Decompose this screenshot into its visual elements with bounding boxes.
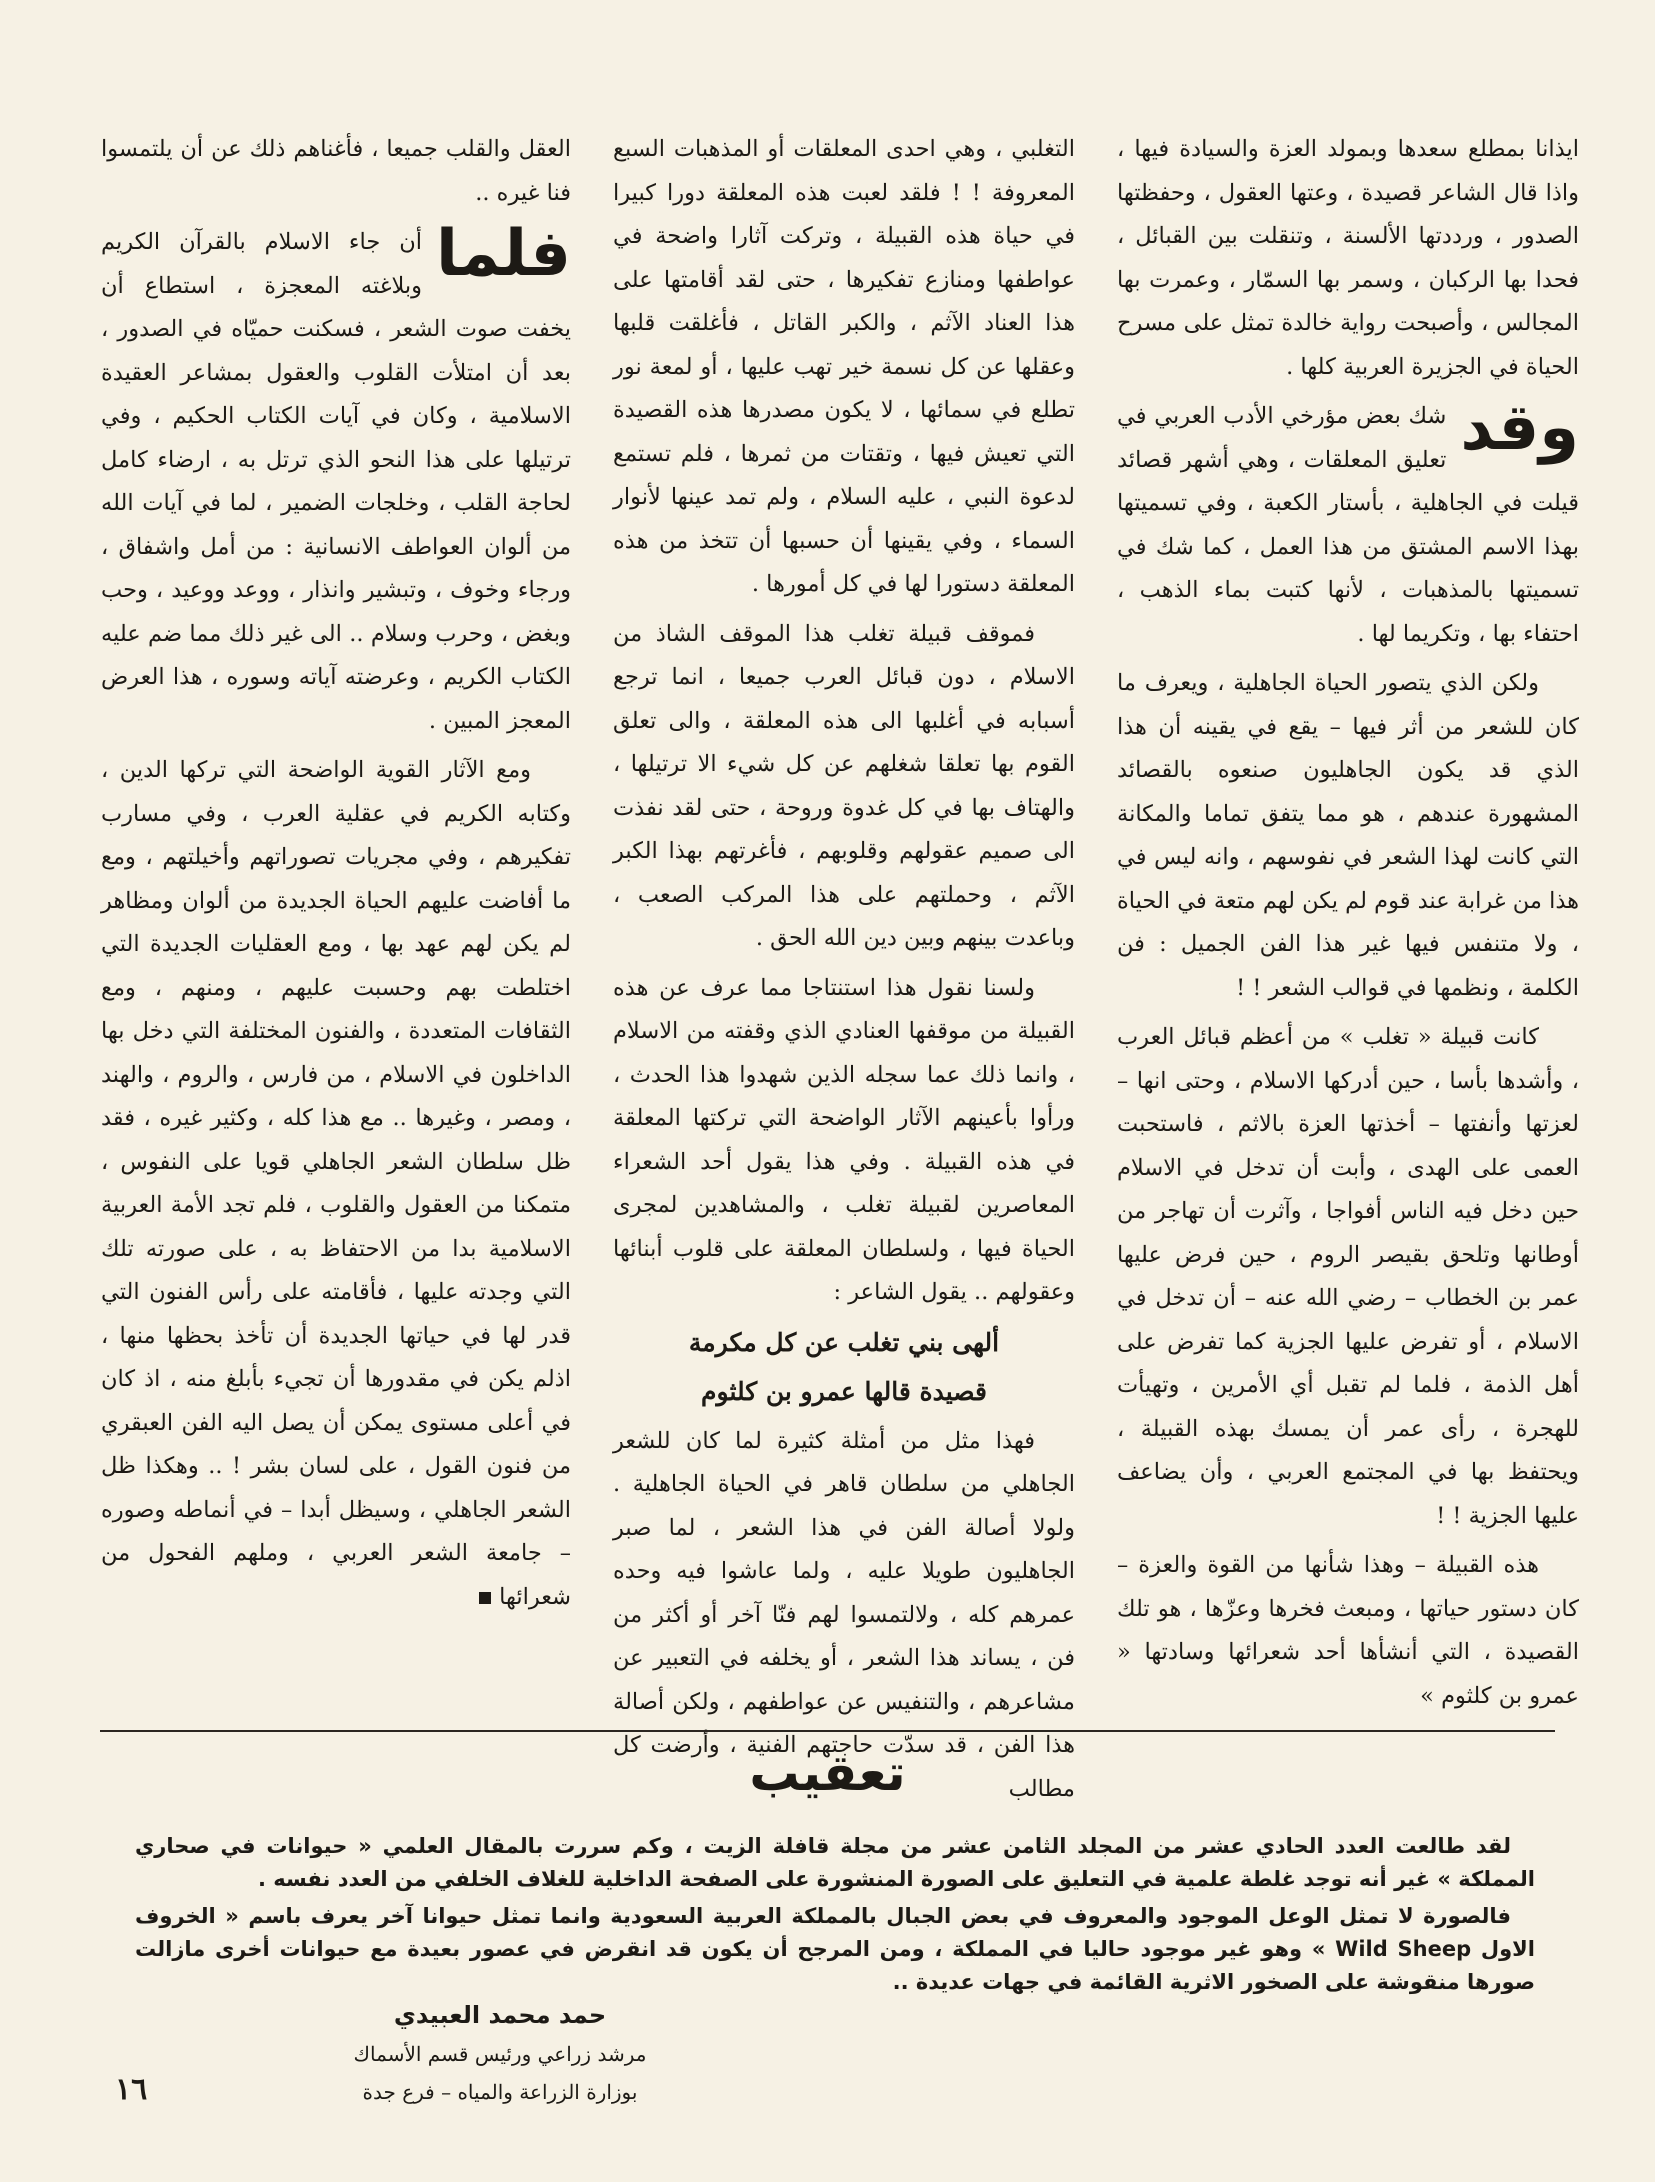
paragraph: ايذانا بمطلع سعدها وبمولد العزة والسيادة فيها ، واذا قال الشاعر قصيدة ، وعتها العقول ، وحفظتها الصدور ، ورددتها الألسنة ، وتنقلت بين القبائل ، فحدا بها الركبان ، وسمر بها السمّار ، وعمرت بها المجالس ، وأصبحت رواية خالدة تمثل على مسرح الحياة في الجزيرة العربية كلها . [1117,136,1579,380]
end-of-article-icon [479,1592,491,1604]
section-divider [100,1730,1555,1732]
paragraph: فالصورة لا تمثل الوعل الموجود والمعروف في بعض الجبال بالمملكة العربية السعودية وانما تمثل حيوانا آخر يعرف باسم « الخروف الاول Wild Sheep » وهو غير موجود حاليا في المملكة ، ومن المرجح أن يكون قد انقرض في عصور بعيدة مع حيوانات أخرى مازالت صورها منقوشة على الصخور الاثرية القائمة في جهات عديدة .. [135,1904,1535,1994]
paragraph: هذه القبيلة – وهذا شأنها من القوة والعزة – كان دستور حياتها ، ومبعث فخرها وعزّها ، هو تلك القصيدة ، التي أنشأها أحد شعرائها وسادتها « عمرو بن كلثوم » [1117,1552,1579,1709]
page-number: ١٦ [115,2072,148,2107]
article-column-left [101,128,571,1728]
paragraph: لقد طالعت العدد الحادي عشر من المجلد الثامن عشر من مجلة قافلة الزيت ، وكم سررت بالمقال العلمي « حيوانات في صحاري المملكة » غير أنه توجد غلطة علمية في التعليق على الصورة المنشورة على الصفحة الداخلية للغلاف الخلفي من العدد نفسه . [135,1834,1535,1891]
author-title: مرشد زراعي ورئيس قسم الأسماك [353,2042,647,2066]
paragraph-text: شك بعض مؤرخي الأدب العربي في تعليق المعلقات ، وهي أشهر قصائد قيلت في الجاهلية ، بأستار الكعبة ، وفي تسميتها بهذا الاسم المشتق من هذا العمل ، كما شك في تسميتها بالمذهبات ، لأنها كتبت بماء الذهب ، احتفاء بها ، وتكريما لها . [1117,403,1579,647]
paragraph: ولكن الذي يتصور الحياة الجاهلية ، ويعرف ما كان للشعر من أثر فيها – يقع في يقينه أن هذا الذي قد يكون الجاهليون صنعوه بالقصائد المشهورة عندهم ، هو مما يتفق تماما والمكانة التي كانت لهذا الشعر في نفوسهم ، وانه ليس في هذا من غرابة عند قوم لم يكن لهم متعة في الحياة ، ولا متنفس فيها غير هذا الفن الجميل : فن الكلمة ، ونظمها في قوالب الشعر ! ! [1117,670,1579,1001]
paragraph: كانت قبيلة « تغلب » من أعظم قبائل العرب ، وأشدها بأسا ، حين أدركها الاسلام ، وحتى انها – لعزتها وأنفتها – أخذتها العزة بالاثم ، فاستحبت العمى على الهدى ، وأبت أن تدخل في الاسلام حين دخل فيه الناس أفواجا ، وآثرت أن تهاجر من أوطانها وتلحق بقيصر الروم ، حين فرض عليها عمر بن الخطاب – رضي الله عنه – أن تدخل في الاسلام ، أو تفرض عليها الجزية كما تفرض على أهل الذمة ، فلما لم تقبل أي الأمرين ، وتهيأت للهجرة ، رأى عمر أن يمسك بهذه القبيلة ، ويحتفظ بها في المجتمع العربي ، وأن يضاعف عليها الجزية ! ! [1117,1024,1579,1529]
paragraph [101,217,571,743]
paragraph: فهذا مثل من أمثلة كثيرة لما كان للشعر الجاهلي من سلطان قاهر في الحياة الجاهلية . ولولا أصالة الفن في هذا الشعر ، لما صبر الجاهليون طويلا عليه ، ولما عاشوا فيه وحده عمرهم كله ، ولالتمسوا لهم فنّا آخر أو أكثر من فن ، يساند هذا الشعر ، أو يخلفه في التعبير عن مشاعرهم ، والتنفيس عن عواطفهم ، ولكن أصالة هذا الفن ، قد سدّت حاجتهم الفنية ، وأرضت كل مطالب [613,1427,1075,1802]
dropcap: وقد [1460,391,1579,465]
paragraph: التغلبي ، وهي احدى المعلقات أو المذهبات السبع المعروفة ! ! فلقد لعبت هذه المعلقة دورا كبيرا في حياة هذه القبيلة ، وتركت آثارا واضحة في عواطفها ومنازع تفكيرها ، حتى لقد أقامتها على هذا العناد الآثم ، والكبر القاتل ، فأغلقت قلبها وعقلها عن كل نسمة خير تهب عليها ، أو لمعة نور تطلع في سمائها ، لا يكون مصدرها هذه القصيدة التي تعيش فيها ، وتقتات من ثمرها ، فلم تستمع لدعوة النبي ، عليه السلام ، ولم تمد عينها لأنوار السماء ، وفي يقينها أن حسبها أن تتخذ من هذه المعلقة دستورا لها في كل أمورها . [613,136,1075,597]
paragraph-text: أن جاء الاسلام بالقرآن الكريم وبلاغته المعجزة ، استطاع أن يخفت صوت الشعر ، فسكنت حميّاه في الصدور ، بعد أن امتلأت القلوب والعقول بمشاعر العقيدة الاسلامية ، وكان في آيات الكتاب الحكيم ، وفي ترتيلها على هذا النحو الذي ترتل به ، ارضاء كامل لحاجة القلب ، وخلجات الضمير ، لما في آيات الله من ألوان العواطف الانسانية : من أمل واشفاق ، ورجاء وخوف ، وتبشير وانذار ، ووعد ووعيد ، وحب وبغض ، وحرب وسلام .. الى غير ذلك مما ضم عليه الكتاب الكريم ، وعرضته آياته وسوره ، هذا العرض المعجز المبين . [101,229,571,734]
signature-block [300,1995,700,2111]
verse-line-1: ألهى بني تغلب عن كل مكرمة [688,1327,1000,1357]
article-column-right [1117,128,1579,1728]
author-affiliation: بوزارة الزراعة والمياه – فرع جدة [362,2080,638,2104]
commentary-body [135,1830,1535,2003]
paragraph-text: ومع الآثار القوية الواضحة التي تركها الدين ، وكتابه الكريم في عقلية العرب ، وفي مسارب تفكيرهم ، وفي مجريات تصوراتهم وأخيلتهم ، ومع ما أفاضت عليهم الحياة الجديدة من ألوان ومظاهر لم يكن لهم عهد بها ، ومع العقليات الجديدة التي اختلطت بهم وحسبت عليهم ، ومنهم ، ومع الثقافات المتعددة ، والفنون المختلفة التي دخل بها الداخلون في الاسلام ، من فارس ، والروم ، والهند ، ومصر ، وغيرها .. مع هذا كله ، وكثير غيره ، فقد ظل سلطان الشعر الجاهلي قويا على النفوس ، متمكنا من العقول والقلوب ، فلم تجد الأمة العربية الاسلامية بدا من الاحتفاظ به ، على صورته تلك التي وجدته عليها ، فأقامته على رأس الفنون التي قدر لها في حياتها الجديدة أن تأخذ بحظها منها ، اذلم يكن في مقدورها أن تجيء بأبلغ منه ، اذ كان في أعلى مستوى يمكن أن يصل اليه الفن العبقري من فنون القول ، على لسان بشر ! .. وهكذا ظل الشعر الجاهلي ، وسيظل أبدا – في أنماطه وصوره – جامعة الشعر العربي ، وملهم الفحول من شعرائها [101,757,571,1610]
author-name: حمد محمد العبيدي [393,2001,607,2029]
paragraph: العقل والقلب جميعا ، فأغناهم ذلك عن أن يلتمسوا فنا غيره .. [101,136,571,206]
section-title: تعقيب [749,1744,906,1802]
verse-line-2: قصيدة قالها عمرو بن كلثوم [701,1377,987,1406]
paragraph: فموقف قبيلة تغلب هذا الموقف الشاذ من الاسلام ، دون قبائل العرب جميعا ، انما ترجع أسبابه في أغلبها الى هذه المعلقة ، والى تعلق القوم بها تعلقا شغلهم عن كل شيء الا ترتيلها ، والهتاف بها في كل غدوة وروحة ، حتى لقد نفذت الى صميم عقولهم وقلوبهم ، فأغرتهم بهذا الكبر الآثم ، وحملتهم على هذا المركب الصعب ، وباعدت بينهم وبين دين الله الحق . [613,620,1075,951]
paragraph: ولسنا نقول هذا استنتاجا مما عرف عن هذه القبيلة من موقفها العنادي الذي وقفته من الاسلام ، وانما ذلك عما سجله الذين شهدوا هذا الحدث ، ورأوا بأعينهم الآثار الواضحة التي تركتها المعلقة في هذه القبيلة . وفي هذا يقول أحد الشعراء المعاصرين لقبيلة تغلب ، والمشاهدين لمجرى الحياة فيها ، ولسلطان المعلقة على قلوب أبنائها وعقولهم .. يقول الشاعر : [613,974,1075,1305]
paragraph [1117,391,1579,656]
dropcap: فلما [436,217,571,291]
paragraph [101,749,571,1619]
